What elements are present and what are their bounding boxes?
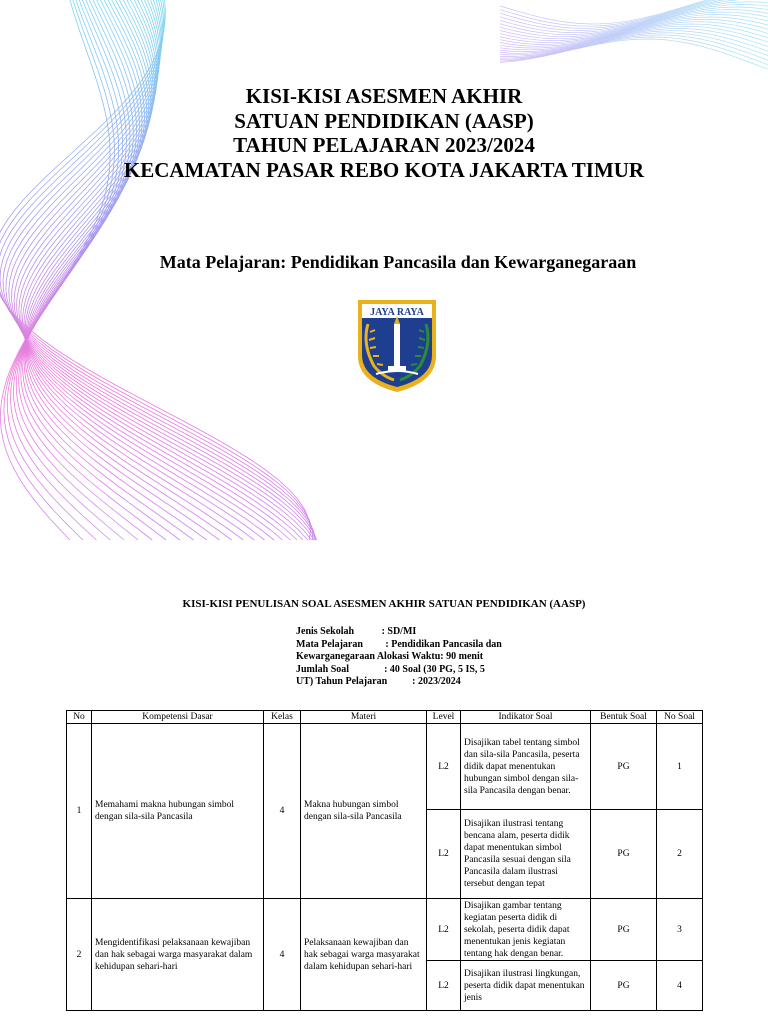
cell-no: 1 — [67, 724, 92, 899]
cell-kompetensi-dasar: Memahami makna hubungan simbol dengan sila-sila Pancasila — [92, 724, 264, 899]
table-row — [67, 724, 703, 810]
kisi-kisi-table — [66, 710, 703, 1011]
header-level: Level — [427, 711, 461, 724]
cover-title-line: KISI-KISI ASESMEN AKHIR — [245, 84, 523, 108]
cell-bentuk-soal: PG — [591, 810, 657, 899]
cell-bentuk-soal: PG — [591, 961, 657, 1011]
header-bentuk-soal: Bentuk Soal — [591, 711, 657, 724]
cell-indikator: Disajikan ilustrasi lingkungan, peserta didik dapat menentukan jenis — [461, 961, 591, 1011]
meta-info — [296, 626, 502, 689]
cover-title — [0, 84, 768, 182]
meta-line: UT) Tahun Pelajaran : 2023/2024 — [296, 676, 461, 687]
meta-line: Jenis Sekolah : SD/MI — [296, 626, 417, 637]
header-no-soal: No Soal — [657, 711, 703, 724]
table-header-row — [67, 711, 703, 724]
meta-line: Jumlah Soal : 40 Soal (30 PG, 5 IS, 5 — [296, 663, 485, 675]
meta-line: Mata Pelajaran : Pendidikan Pancasila dan — [296, 638, 502, 650]
cell-kelas: 4 — [264, 724, 301, 899]
cell-level: L2 — [427, 961, 461, 1011]
cell-no-soal: 4 — [657, 961, 703, 1011]
cell-indikator: Disajikan gambar tentang kegiatan peserta didik di sekolah, peserta didik dapat menentukan jenis kegiatan tentang hak dengan benar. — [461, 899, 591, 961]
cell-materi: Pelaksanaan kewajiban dan hak sebagai warga masyarakat dalam kehidupan sehari-hari — [301, 899, 427, 1011]
emblem-text: JAYA RAYA — [370, 307, 424, 318]
cell-indikator: Disajikan ilustrasi tentang bencana alam, peserta didik dapat menentukan simbol Pancasila sesuai dengan sila Pancasila dalam ilustrasi tersebut dengan tepat — [461, 810, 591, 899]
section-title: KISI-KISI PENULISAN SOAL ASESMEN AKHIR SATUAN PENDIDIKAN (AASP) — [182, 598, 586, 610]
header-no: No — [67, 711, 92, 724]
meta-line: Kewarganegaraan Alokasi Waktu: 90 menit — [296, 651, 484, 662]
table-row — [67, 899, 703, 961]
cover-title-line: SATUAN PENDIDIKAN (AASP) — [234, 108, 534, 133]
cell-level: L2 — [427, 724, 461, 810]
cell-level: L2 — [427, 899, 461, 961]
cell-bentuk-soal: PG — [591, 724, 657, 810]
header-kompetensi-dasar: Kompetensi Dasar — [92, 711, 264, 724]
header-indikator-soal: Indikator Soal — [461, 711, 591, 724]
cell-no-soal: 2 — [657, 810, 703, 899]
cell-no-soal: 3 — [657, 899, 703, 961]
cell-kelas: 4 — [264, 899, 301, 1011]
cover-title-line: KECAMATAN PASAR REBO KOTA JAKARTA TIMUR — [123, 157, 645, 182]
cell-no: 2 — [67, 899, 92, 1011]
header-materi: Materi — [301, 711, 427, 724]
jaya-raya-emblem — [352, 294, 442, 394]
cell-level: L2 — [427, 810, 461, 899]
cell-indikator: Disajikan tabel tentang simbol dan sila-sila Pancasila, peserta didik dapat menentukan hubungan simbol dengan sila-sila Pancasila dengan benar. — [461, 724, 591, 810]
subject-heading: Mata Pelajaran: Pendidikan Pancasila dan Kewarganegaraan — [159, 252, 637, 272]
cover-title-line: TAHUN PELAJARAN 2023/2024 — [233, 133, 535, 157]
header-kelas: Kelas — [264, 711, 301, 724]
cell-kompetensi-dasar: Mengidentifikasi pelaksanaan kewajiban dan hak sebagai warga masyarakat dalam kehidupan sehari-hari — [92, 899, 264, 1011]
cell-bentuk-soal: PG — [591, 899, 657, 961]
cell-materi: Makna hubungan simbol dengan sila-sila Pancasila — [301, 724, 427, 899]
cell-no-soal: 1 — [657, 724, 703, 810]
